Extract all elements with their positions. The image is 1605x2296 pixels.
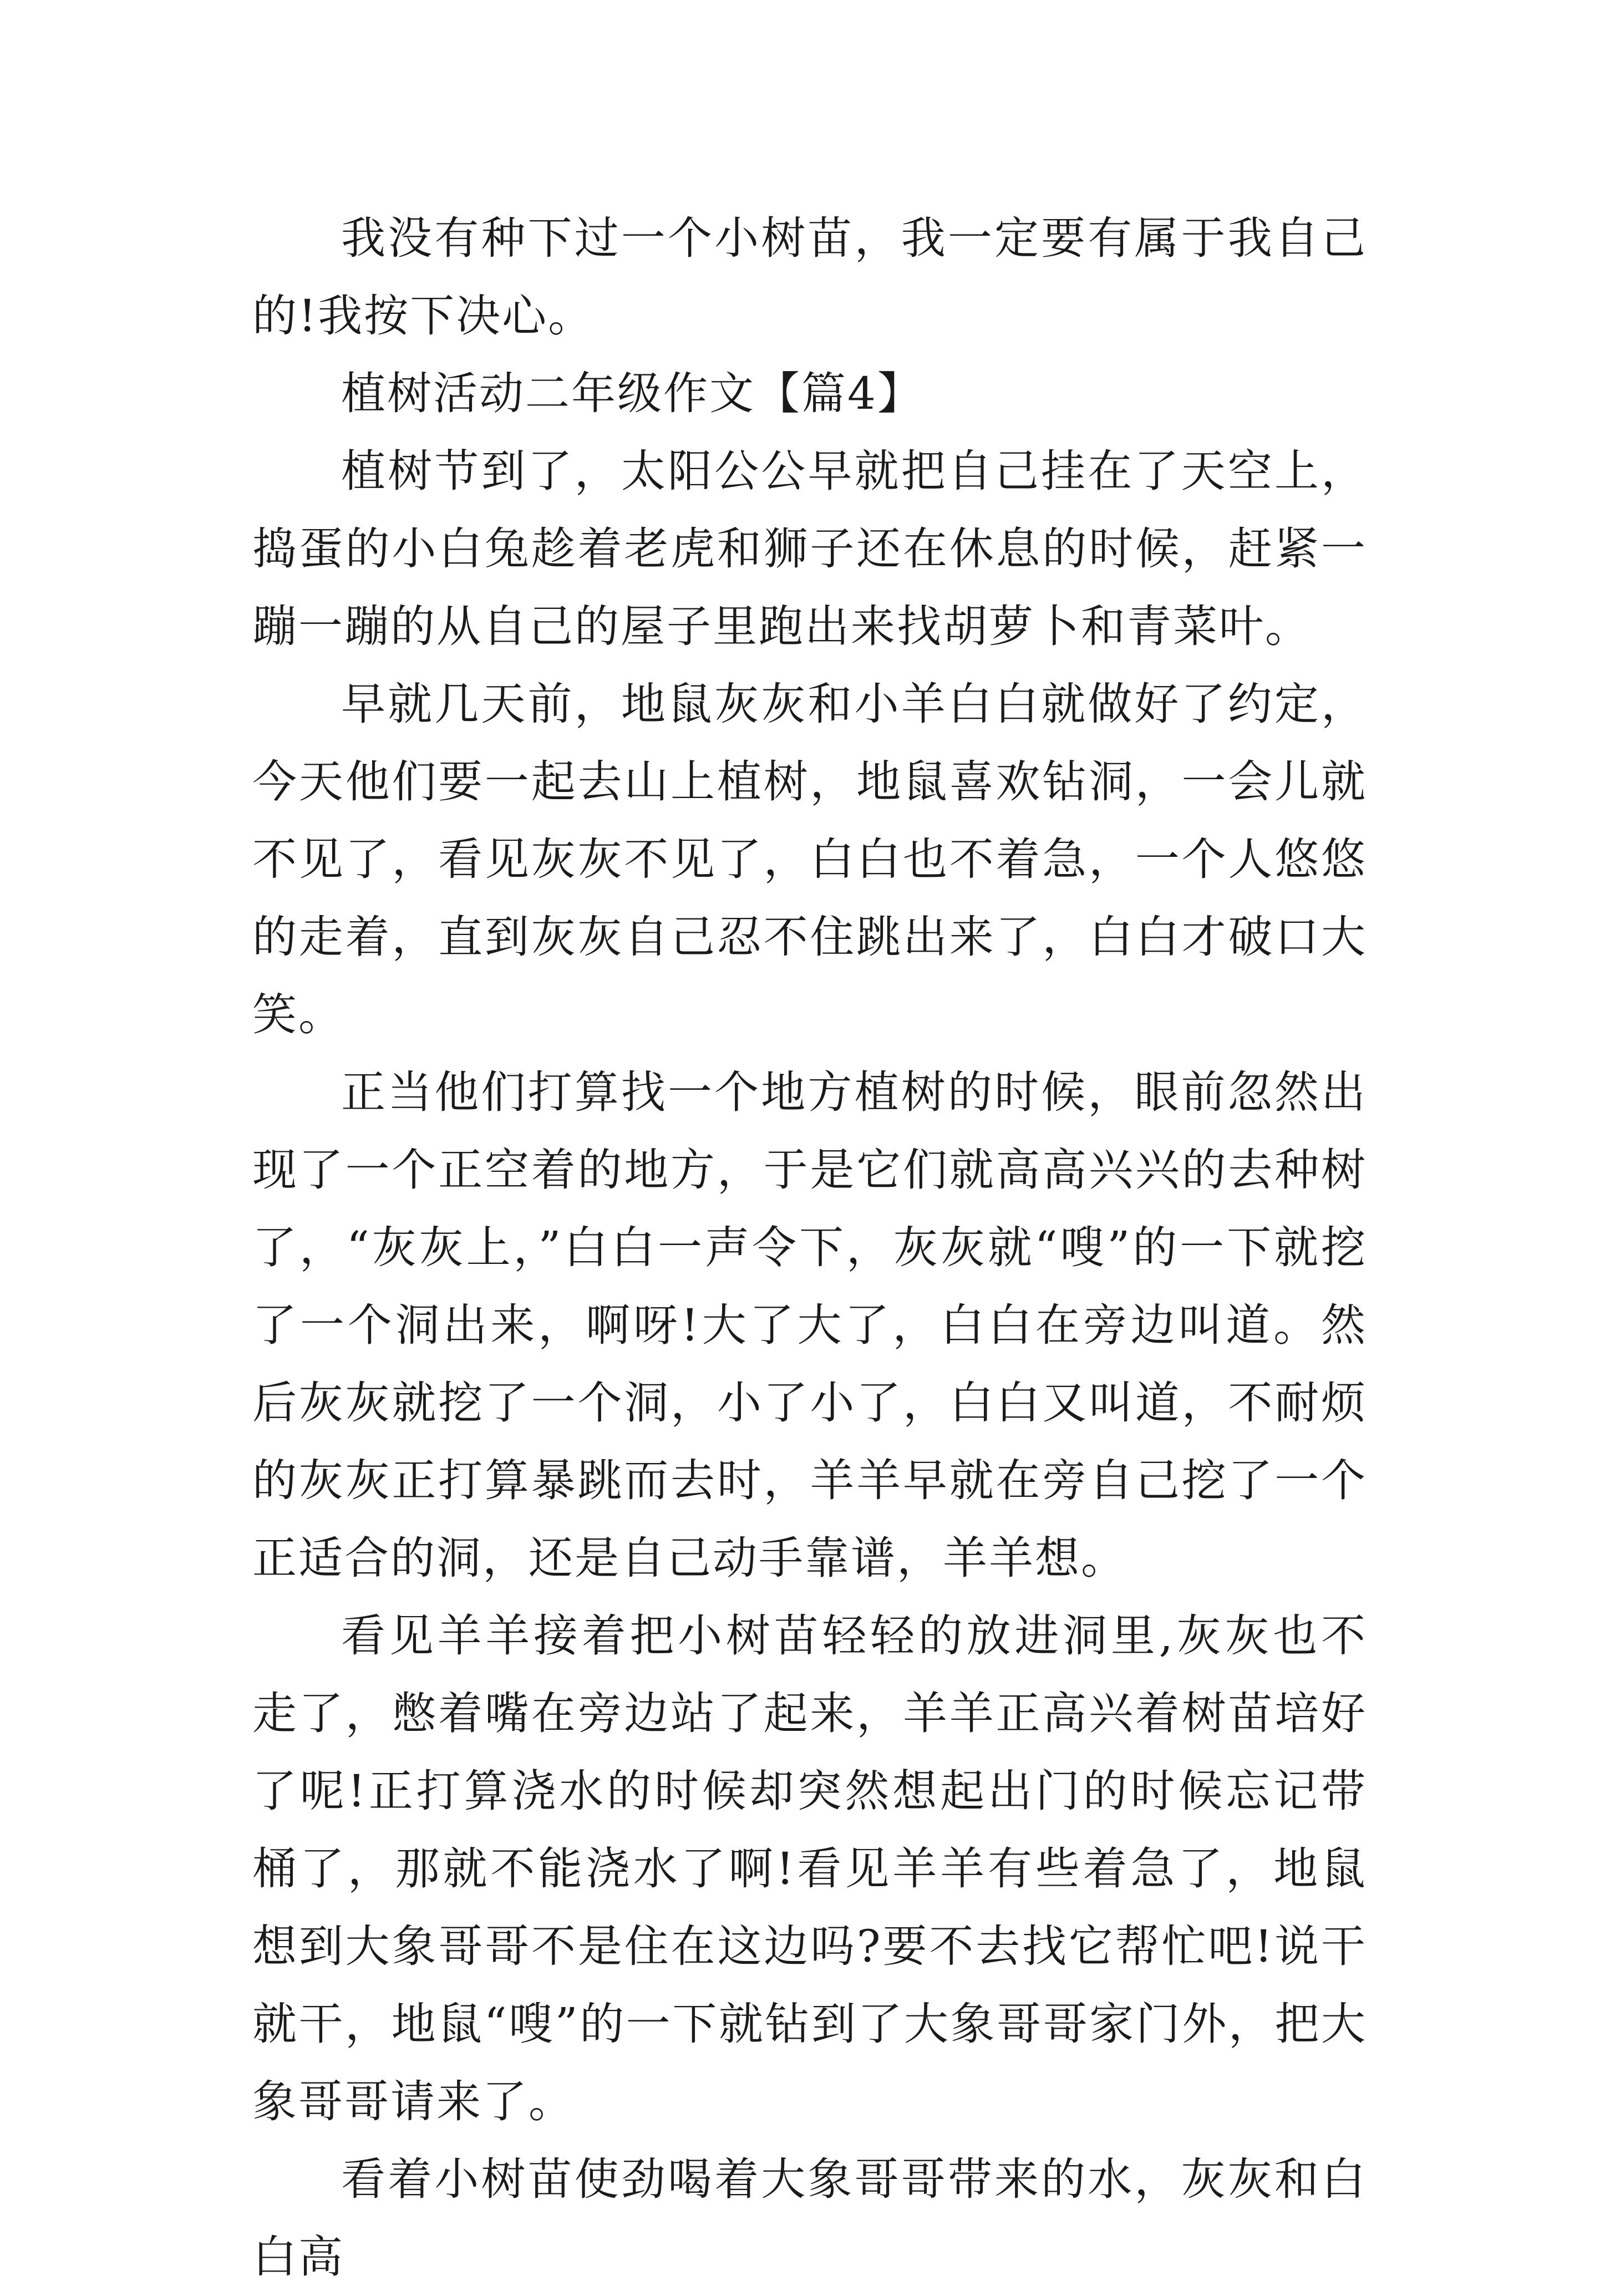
paragraph: 正当他们打算找一个地方植树的时候，眼前忽然出现了一个正空着的地方，于是它们就高高兴兴的去种树了，“灰灰上，”白白一声令下，灰灰就“嗖”的一下就挖了一个洞出来，啊呀!大了大了，白白在旁边叫道。然后灰灰就挖了一个洞，小了小了，白白又叫道，不耐烦的灰灰正打算暴跳而去时，羊羊早就在旁自己挖了一个正适合的洞，还是自己动手靠谱，羊羊想。 (252, 1066, 1367, 1584)
document-body (252, 200, 1367, 2296)
paragraph: 我没有种下过一个小树苗，我一定要有属于我自己的!我按下决心。 (252, 212, 1367, 342)
paragraph: 看着小树苗使劲喝着大象哥哥带来的水，灰灰和白白高 (252, 2153, 1367, 2283)
paragraph: 早就几天前，地鼠灰灰和小羊白白就做好了约定，今天他们要一起去山上植树，地鼠喜欢钻洞，一会儿就不见了，看见灰灰不见了，白白也不着急，一个人悠悠的走着，直到灰灰自己忍不住跳出来了，白白才破口大笑。 (252, 678, 1367, 1040)
paragraph: 看见羊羊接着把小树苗轻轻的放进洞里,灰灰也不走了，憋着嘴在旁边站了起来，羊羊正高兴着树苗培好了呢!正打算浇水的时候却突然想起出门的时候忘记带桶了，那就不能浇水了啊!看见羊羊有些着急了，地鼠想到大象哥哥不是住在这边吗?要不去找它帮忙吧!说干就干，地鼠“嗖”的一下就钻到了大象哥哥家门外，把大象哥哥请来了。 (252, 1610, 1367, 2127)
paragraph: 植树节到了，太阳公公早就把自己挂在了天空上，捣蛋的小白兔趁着老虎和狮子还在休息的时候，赶紧一蹦一蹦的从自己的屋子里跑出来找胡萝卜和青菜叶。 (252, 445, 1367, 652)
section-heading: 植树活动二年级作文【篇4】 (341, 368, 923, 419)
